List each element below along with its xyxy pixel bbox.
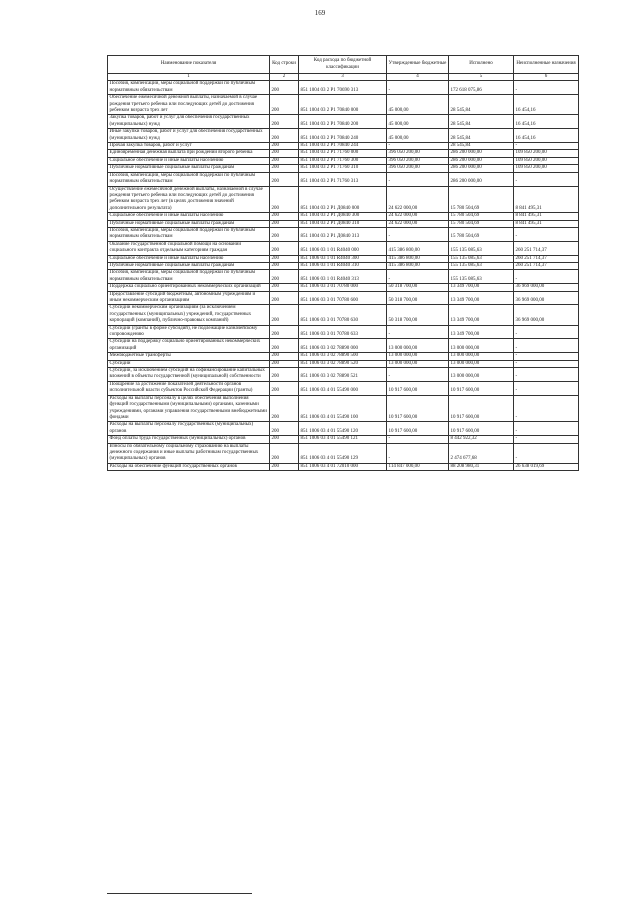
row-unexecuted: - (514, 339, 579, 353)
row-kbk: 851 1006 03 3 02 78890 520 (299, 360, 387, 367)
column-number: 4 (387, 74, 449, 81)
row-line-code: 200 (270, 284, 299, 291)
row-name: Пособия, компенсации, меры социальной поддержки по публичным нормативным обязательствам (108, 172, 270, 186)
row-unexecuted: 109 850 200,00 (514, 150, 579, 157)
row-name: Социальное обеспечение и иные выплаты населению (108, 157, 270, 164)
table-row (108, 186, 579, 213)
row-executed: 155 135 085,63 (449, 270, 514, 284)
row-approved: 50 318 700,00 (387, 284, 449, 291)
row-executed: 2 474 677,68 (449, 443, 514, 463)
row-kbk: 851 1006 03 4 01 55490 000 (299, 381, 387, 395)
row-executed: 15 780 504,69 (449, 186, 514, 213)
row-name: Расходы на выплаты персоналу в целях обеспечения выполнения функций государственными (муниципальными) органами, казенными учреждениями, органами управления государственными внебюджетными фондами (108, 395, 270, 422)
row-approved: 10 917 600,00 (387, 422, 449, 436)
table-row (108, 241, 579, 255)
row-executed: 286 200 000,00 (449, 172, 514, 186)
row-line-code: 200 (270, 443, 299, 463)
table-row (108, 150, 579, 157)
row-unexecuted: 36 969 000,00 (514, 284, 579, 291)
row-line-code: 200 (270, 165, 299, 172)
row-name: Публичные нормативные социальные выплаты гражданам (108, 220, 270, 227)
row-executed: 172 618 075,86 (449, 81, 514, 95)
column-number: 1 (108, 74, 270, 81)
column-number-row (108, 74, 579, 81)
row-approved: - (387, 270, 449, 284)
row-kbk: 851 1006 03 3 02 78890 521 (299, 368, 387, 382)
row-line-code: 200 (270, 150, 299, 157)
page-number: 169 (314, 9, 326, 17)
row-approved: - (387, 368, 449, 382)
row-executed: 286 200 000,00 (449, 150, 514, 157)
table-row (108, 443, 579, 463)
row-line-code: 200 (270, 95, 299, 115)
column-number: 6 (514, 74, 579, 81)
row-name: Расходы на обеспечение функций государственных органов (108, 463, 270, 470)
row-kbk: 851 1004 03 2 Р1 Д0840 313 (299, 227, 387, 241)
row-name: Обеспечение ежемесячной денежной выплаты, назначаемой в случае рождения третьего ребенка или последующих детей до достижения ребенком возраста трех лет (108, 95, 270, 115)
row-name: Межбюджетные трансферты (108, 353, 270, 360)
table-row (108, 381, 579, 395)
row-name: Публичные нормативные социальные выплаты гражданам (108, 262, 270, 269)
row-kbk: 851 1006 03 1 01 R4040 310 (299, 262, 387, 269)
row-executed: 15 780 504,69 (449, 227, 514, 241)
row-executed: 155 135 085,63 (449, 262, 514, 269)
row-executed: 15 780 504,69 (449, 220, 514, 227)
row-unexecuted: - (514, 436, 579, 443)
row-approved: - (387, 443, 449, 463)
row-executed: 286 200 000,00 (449, 157, 514, 164)
row-name: Единовременная денежная выплата при рождении второго ребенка (108, 150, 270, 157)
row-executed: 13 000 000,00 (449, 368, 514, 382)
table-row (108, 220, 579, 227)
row-kbk: 851 1006 03 3 01 70780 633 (299, 325, 387, 339)
row-kbk: 851 1004 03 2 Р1 71760 313 (299, 172, 387, 186)
row-unexecuted: - (514, 325, 579, 339)
row-approved: 45 000,00 (387, 115, 449, 129)
table-row (108, 129, 579, 143)
header-approved: Утвержденные бюджетные (387, 56, 449, 74)
row-kbk: 851 1006 03 4 01 55490 100 (299, 395, 387, 422)
row-name: Пособия, компенсации, меры социальной поддержки по публичным нормативным обязательствам (108, 270, 270, 284)
row-approved: 396 050 200,00 (387, 165, 449, 172)
row-line-code: 200 (270, 381, 299, 395)
row-kbk: 851 1004 03 2 Р1 Д0840 300 (299, 213, 387, 220)
table-row (108, 395, 579, 422)
row-approved: 396 050 200,00 (387, 157, 449, 164)
row-approved: 415 386 800,00 (387, 255, 449, 262)
row-kbk: 851 1004 03 2 Р1 Д0840 310 (299, 220, 387, 227)
row-kbk: 851 1006 03 3 02 78890 000 (299, 339, 387, 353)
row-unexecuted: 260 251 714,37 (514, 241, 579, 255)
row-unexecuted: 260 251 714,37 (514, 255, 579, 262)
row-approved: 13 000 000,00 (387, 360, 449, 367)
row-line-code: 200 (270, 220, 299, 227)
row-executed: 155 135 085,63 (449, 241, 514, 255)
table-row (108, 360, 579, 367)
header-name: Наименование показателя (108, 56, 270, 74)
table-row (108, 95, 579, 115)
row-kbk: 851 1004 03 2 Р1 Д0840 000 (299, 186, 387, 213)
row-approved: - (387, 143, 449, 150)
row-kbk: 851 1006 03 3 01 70780 600 (299, 291, 387, 305)
row-kbk: 851 1006 03 1 01 R4040 000 (299, 241, 387, 255)
row-line-code: 200 (270, 262, 299, 269)
header-line-code: Код строки (270, 56, 299, 74)
table-row (108, 270, 579, 284)
row-name: Расходы на выплаты персоналу государственных (муниципальных) органов (108, 422, 270, 436)
table-row (108, 353, 579, 360)
row-name: Социальное обеспечение и иные выплаты населению (108, 213, 270, 220)
row-approved: 24 622 000,00 (387, 220, 449, 227)
row-unexecuted: 16 454,16 (514, 129, 579, 143)
row-kbk: 851 1006 03 3 01 70780 630 (299, 305, 387, 325)
table-row (108, 255, 579, 262)
row-approved: 50 318 700,00 (387, 291, 449, 305)
row-executed: 13 349 700,00 (449, 284, 514, 291)
row-unexecuted: - (514, 172, 579, 186)
row-name: Субсидии (108, 360, 270, 367)
footer-divider (107, 893, 252, 894)
row-unexecuted: - (514, 360, 579, 367)
row-line-code: 200 (270, 213, 299, 220)
row-unexecuted: 36 969 000,00 (514, 305, 579, 325)
row-unexecuted: - (514, 381, 579, 395)
row-kbk: 851 1006 03 3 02 78890 500 (299, 353, 387, 360)
row-kbk: 851 1004 03 2 Р1 70690 313 (299, 81, 387, 95)
row-line-code: 200 (270, 436, 299, 443)
row-line-code: 200 (270, 143, 299, 150)
row-line-code: 200 (270, 368, 299, 382)
row-line-code: 200 (270, 422, 299, 436)
row-executed: 15 780 504,69 (449, 213, 514, 220)
row-name: Прочая закупка товаров, работ и услуг (108, 143, 270, 150)
row-executed: 13 000 000,00 (449, 339, 514, 353)
row-executed: 13 000 000,00 (449, 353, 514, 360)
row-approved: 10 917 600,00 (387, 381, 449, 395)
column-number: 5 (449, 74, 514, 81)
row-unexecuted: 8 841 495,31 (514, 213, 579, 220)
table-row (108, 325, 579, 339)
row-executed: 13 349 700,00 (449, 305, 514, 325)
row-approved: - (387, 172, 449, 186)
row-approved: 50 318 700,00 (387, 305, 449, 325)
table-row (108, 339, 579, 353)
row-kbk: 851 1006 03 4 01 72010 000 (299, 463, 387, 470)
row-kbk: 851 1004 03 2 Р1 71760 310 (299, 165, 387, 172)
row-name: Субсидии (гранты в форме субсидий), не подлежащие казначейскому сопровождению (108, 325, 270, 339)
row-approved: 13 000 000,00 (387, 339, 449, 353)
row-approved: 415 386 800,00 (387, 262, 449, 269)
row-executed: 286 200 000,00 (449, 165, 514, 172)
column-number: 3 (299, 74, 387, 81)
row-unexecuted: - (514, 422, 579, 436)
row-executed: 28 545,84 (449, 115, 514, 129)
row-approved: 45 000,00 (387, 95, 449, 115)
row-line-code: 200 (270, 395, 299, 422)
row-name: Фонд оплаты труда государственных (муниципальных) органов (108, 436, 270, 443)
row-executed: 10 917 600,00 (449, 422, 514, 436)
row-line-code: 200 (270, 353, 299, 360)
row-kbk: 851 1004 03 2 Р1 70840 200 (299, 115, 387, 129)
row-approved: 13 000 000,00 (387, 353, 449, 360)
row-name: Субсидии на поддержку социально ориентированных некоммерческих организаций (108, 339, 270, 353)
row-executed: 28 545,84 (449, 95, 514, 115)
row-name: Пособия, компенсации, меры социальной поддержки по публичным нормативным обязательствам (108, 81, 270, 95)
row-line-code: 200 (270, 241, 299, 255)
row-kbk: 851 1006 03 4 01 55490 120 (299, 422, 387, 436)
row-unexecuted: - (514, 270, 579, 284)
row-line-code: 200 (270, 115, 299, 129)
row-unexecuted: - (514, 443, 579, 463)
row-unexecuted: 26 638 019,69 (514, 463, 579, 470)
row-name: Поощрение за достижение показателей деятельности органов исполнительной власти субъектов Российской Федерации (гранты) (108, 381, 270, 395)
row-line-code: 200 (270, 463, 299, 470)
row-unexecuted: 260 251 714,37 (514, 262, 579, 269)
row-name: Оказание государственной социальной помощи на основании социального контракта отдельным категориям граждан (108, 241, 270, 255)
row-unexecuted: - (514, 353, 579, 360)
row-executed: 10 917 600,00 (449, 395, 514, 422)
table-row (108, 213, 579, 220)
row-kbk: 851 1006 03 4 01 55490 121 (299, 436, 387, 443)
table-row (108, 305, 579, 325)
row-kbk: 851 1006 03 1 01 R4040 313 (299, 270, 387, 284)
row-unexecuted: 8 841 495,31 (514, 220, 579, 227)
row-approved: 114 847 000,00 (387, 463, 449, 470)
row-unexecuted: - (514, 368, 579, 382)
row-executed: 88 208 980,31 (449, 463, 514, 470)
row-executed: 155 135 085,63 (449, 255, 514, 262)
row-unexecuted: 109 850 200,00 (514, 165, 579, 172)
row-name: Субсидии некоммерческим организациям (за исключением государственных (муниципальных) учреждений, государственных корпораций (компаний), публично-правовых компаний) (108, 305, 270, 325)
row-line-code: 200 (270, 305, 299, 325)
row-executed: 13 000 000,00 (449, 360, 514, 367)
table-row (108, 291, 579, 305)
row-unexecuted: 8 841 495,31 (514, 186, 579, 213)
row-unexecuted: - (514, 143, 579, 150)
row-line-code: 200 (270, 81, 299, 95)
row-name: Иные закупки товаров, работ и услуг для обеспечения государственных (муниципальных) нужд (108, 129, 270, 143)
row-line-code: 200 (270, 172, 299, 186)
row-kbk: 851 1004 03 2 Р1 70840 240 (299, 129, 387, 143)
table-row (108, 262, 579, 269)
row-name: Пособия, компенсации, меры социальной поддержки по публичным нормативным обязательствам (108, 227, 270, 241)
row-executed: 13 349 700,00 (449, 291, 514, 305)
column-number: 2 (270, 74, 299, 81)
row-unexecuted: - (514, 395, 579, 422)
row-approved: 10 917 600,00 (387, 395, 449, 422)
row-unexecuted: - (514, 81, 579, 95)
row-approved: - (387, 325, 449, 339)
row-kbk: 851 1004 03 2 Р1 70840 000 (299, 95, 387, 115)
row-approved: - (387, 227, 449, 241)
row-unexecuted: 16 454,16 (514, 115, 579, 129)
row-line-code: 200 (270, 325, 299, 339)
row-executed: 28 545,84 (449, 129, 514, 143)
row-name: Субсидии, за исключением субсидий на софинансирование капитальных вложений в объекты государственной (муниципальной) собственности (108, 368, 270, 382)
row-kbk: 851 1004 03 2 Р1 71760 000 (299, 150, 387, 157)
row-unexecuted: - (514, 227, 579, 241)
table-row (108, 227, 579, 241)
table-row (108, 165, 579, 172)
row-line-code: 200 (270, 360, 299, 367)
row-approved: - (387, 81, 449, 95)
row-name: Поддержка социально ориентированных некоммерческих организаций (108, 284, 270, 291)
row-kbk: 851 1006 03 3 01 70780 000 (299, 284, 387, 291)
table-row (108, 81, 579, 95)
row-executed: 13 349 700,00 (449, 325, 514, 339)
budget-execution-table (107, 55, 579, 471)
row-unexecuted: 36 969 000,00 (514, 291, 579, 305)
row-kbk: 851 1006 03 1 01 R4040 300 (299, 255, 387, 262)
row-line-code: 200 (270, 129, 299, 143)
row-approved: 45 000,00 (387, 129, 449, 143)
row-executed: 10 917 600,00 (449, 381, 514, 395)
row-line-code: 200 (270, 291, 299, 305)
header-kbk: Код расхода по бюджетной классификации (299, 56, 387, 74)
row-line-code: 200 (270, 270, 299, 284)
row-name: Взносы по обязательному социальному страхованию на выплаты денежного содержания и иные выплаты работникам государственных (муниципальных) органов (108, 443, 270, 463)
header-executed: Исполнено (449, 56, 514, 74)
row-name: Публичные нормативные социальные выплаты гражданам (108, 165, 270, 172)
row-approved: 24 622 000,00 (387, 213, 449, 220)
row-name: Осуществление ежемесячной денежной выплаты, назначаемой в случае рождения третьего ребенка или последующих детей до достижения ребенком возраста трех лет (в целях достижения значений дополнительного результата) (108, 186, 270, 213)
row-executed: 28 545,84 (449, 143, 514, 150)
table-row (108, 463, 579, 470)
table-row (108, 284, 579, 291)
table-body (108, 81, 579, 471)
table-row (108, 143, 579, 150)
table-header-row (108, 56, 579, 74)
table-row (108, 115, 579, 129)
table-row (108, 422, 579, 436)
header-unexecuted: Неисполненные назначения (514, 56, 579, 74)
row-unexecuted: 109 850 200,00 (514, 157, 579, 164)
row-line-code: 200 (270, 227, 299, 241)
row-line-code: 200 (270, 186, 299, 213)
row-executed: 8 442 922,32 (449, 436, 514, 443)
row-unexecuted: 16 454,16 (514, 95, 579, 115)
row-kbk: 851 1006 03 4 01 55490 129 (299, 443, 387, 463)
table-row (108, 157, 579, 164)
row-kbk: 851 1004 03 2 Р1 71760 300 (299, 157, 387, 164)
table-row (108, 368, 579, 382)
row-approved: 415 386 800,00 (387, 241, 449, 255)
row-line-code: 200 (270, 339, 299, 353)
row-line-code: 200 (270, 157, 299, 164)
row-approved: 396 050 200,00 (387, 150, 449, 157)
row-approved: 24 622 000,00 (387, 186, 449, 213)
row-line-code: 200 (270, 255, 299, 262)
row-approved: - (387, 436, 449, 443)
table-row (108, 172, 579, 186)
row-name: Закупка товаров, работ и услуг для обеспечения государственных (муниципальных) нужд (108, 115, 270, 129)
row-name: Социальное обеспечение и иные выплаты населению (108, 255, 270, 262)
row-kbk: 851 1004 03 2 Р1 70840 244 (299, 143, 387, 150)
row-name: Предоставление субсидий бюджетным, автономным учреждениям и иным некоммерческим организациям (108, 291, 270, 305)
table-row (108, 436, 579, 443)
